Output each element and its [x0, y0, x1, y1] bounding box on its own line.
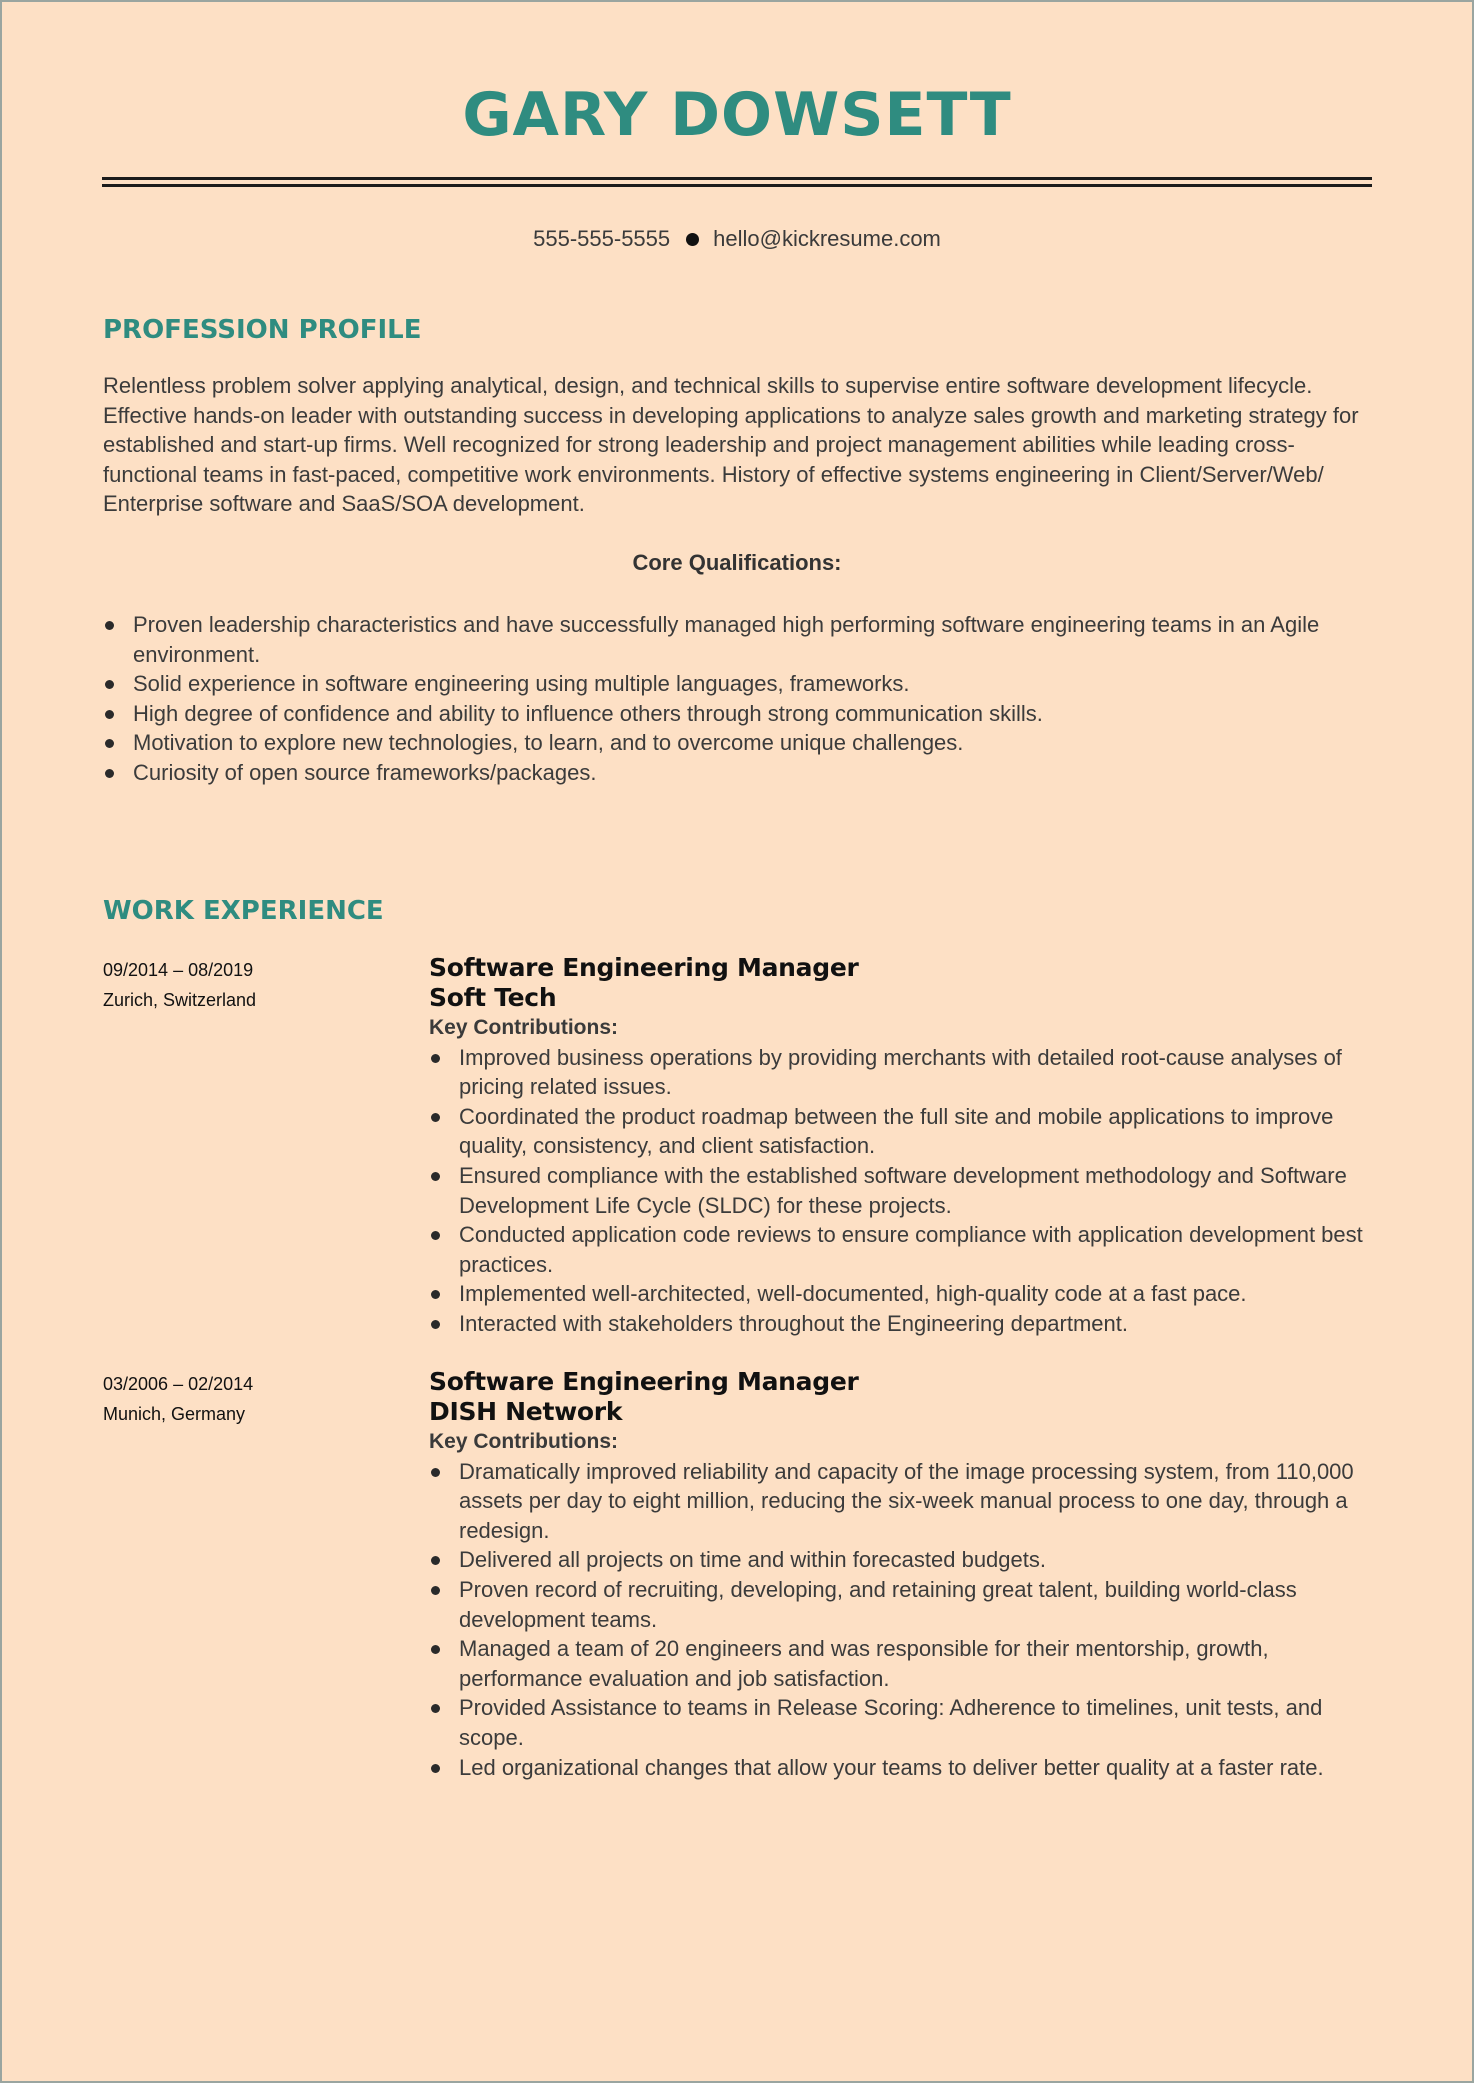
- list-item: Solid experience in software engineering using multiple languages, frameworks.: [103, 669, 1333, 699]
- contact-line: [2, 226, 1472, 252]
- list-item: Motivation to explore new technologies, to learn, and to overcome unique challenges.: [103, 728, 1333, 758]
- job-title: Software Engineering Manager: [429, 953, 859, 982]
- list-item: Ensured compliance with the established software development methodology and Software Development Life Cycle (SLDC) for these projects.: [429, 1161, 1374, 1220]
- list-item: Dramatically improved reliability and capacity of the image processing system, from 110,000 assets per day to eight million, reducing the six-week manual process to one day, through a redesign.: [429, 1457, 1374, 1546]
- job-dates: 09/2014 – 08/2019: [103, 960, 254, 980]
- profile-section-title: PROFESSION PROFILE: [103, 315, 422, 345]
- job-entry: [429, 1367, 1379, 1782]
- phone-number: 555-555-5555: [533, 226, 671, 251]
- list-item: Implemented well-architected, well-documented, high-quality code at a fast pace.: [429, 1279, 1374, 1309]
- list-item: High degree of confidence and ability to influence others through strong communication skills.: [103, 699, 1333, 729]
- core-qualifications-list: [103, 610, 1333, 788]
- resume-page: [2, 2, 1472, 2081]
- job-company: DISH Network: [429, 1397, 623, 1426]
- list-item: Coordinated the product roadmap between the full site and mobile applications to improve quality, consistency, and client satisfaction.: [429, 1102, 1374, 1161]
- job-meta: [103, 955, 403, 1015]
- core-qualifications-title: Core Qualifications:: [632, 550, 842, 575]
- header-rule-bottom: [102, 184, 1372, 187]
- job-location: Munich, Germany: [103, 1404, 246, 1424]
- separator-dot-icon: [686, 233, 699, 246]
- list-item: Curiosity of open source frameworks/packages.: [103, 758, 1333, 788]
- list-item: Conducted application code reviews to ensure compliance with application development best practices.: [429, 1220, 1374, 1279]
- job-location: Zurich, Switzerland: [103, 990, 257, 1010]
- profile-summary: Relentless problem solver applying analytical, design, and technical skills to supervise entire software development lifecycle. Effective hands-on leader with outstanding success in developing applications to analyze sales growth and marketing strategy for established and start-up firms. Well recognized for strong leadership and project management abilities while leading cross-functional teams in fast-paced, competitive work environments. History of effective systems engineering in Client/Server/Web/ Enterprise software and SaaS/SOA development.: [103, 373, 1359, 517]
- list-item: Provided Assistance to teams in Release Scoring: Adherence to timelines, unit tests, and scope.: [429, 1693, 1374, 1752]
- list-item: Proven record of recruiting, developing, and retaining great talent, building world-class development teams.: [429, 1575, 1374, 1634]
- job-title: Software Engineering Manager: [429, 1367, 859, 1396]
- list-item: Improved business operations by providing merchants with detailed root-cause analyses of pricing related issues.: [429, 1043, 1374, 1102]
- job-meta: [103, 1369, 403, 1429]
- job-company: Soft Tech: [429, 983, 557, 1012]
- key-contributions-label: Key Contributions:: [429, 1016, 618, 1039]
- header-rule-top: [102, 177, 1372, 180]
- list-item: Managed a team of 20 engineers and was responsible for their mentorship, growth, performance evaluation and job satisfaction.: [429, 1634, 1374, 1693]
- candidate-name: GARY DOWSETT: [462, 80, 1012, 150]
- job-dates: 03/2006 – 02/2014: [103, 1374, 254, 1394]
- email-address: hello@kickresume.com: [713, 226, 941, 251]
- list-item: Led organizational changes that allow your teams to deliver better quality at a faster rate.: [429, 1753, 1374, 1783]
- contributions-list: [429, 1043, 1374, 1339]
- list-item: Delivered all projects on time and within forecasted budgets.: [429, 1545, 1374, 1575]
- contributions-list: [429, 1457, 1374, 1783]
- key-contributions-label: Key Contributions:: [429, 1430, 618, 1453]
- list-item: Proven leadership characteristics and have successfully managed high performing software engineering teams in an Agile environment.: [103, 610, 1333, 669]
- list-item: Interacted with stakeholders throughout the Engineering department.: [429, 1309, 1374, 1339]
- experience-section-title: WORK EXPERIENCE: [103, 896, 384, 926]
- job-entry: [429, 953, 1379, 1339]
